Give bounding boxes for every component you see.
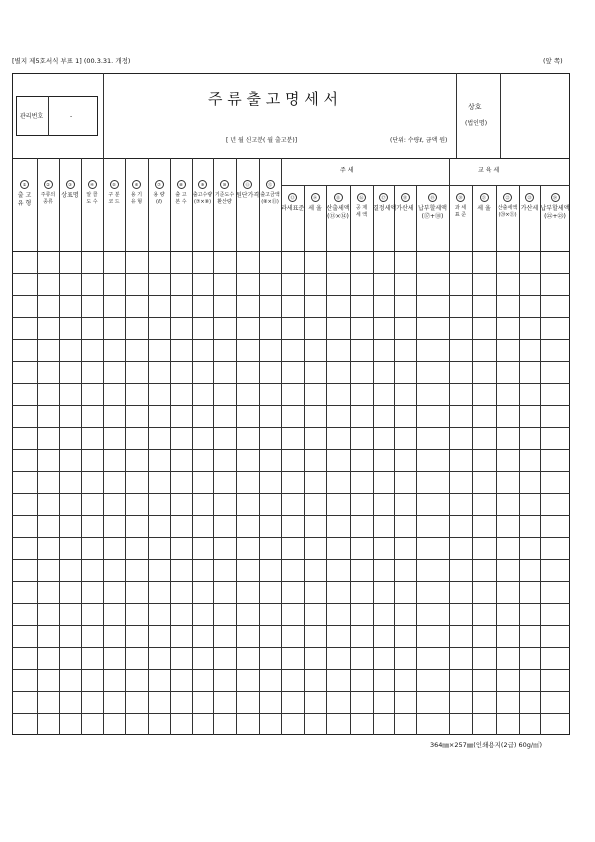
table-row-line [12,691,570,692]
column-header [213,180,236,206]
table-row-line [12,537,570,538]
column-header [350,193,373,219]
column-label: 용 기 유 형 [130,192,143,205]
column-number: ⑦ [155,180,164,189]
column-label: 납부할세액 (㉒+㉓) [540,205,570,220]
column-label: 가산세 [520,205,539,212]
column-divider [148,158,149,735]
column-divider [304,185,305,735]
column-label: 출고금액 (⑧×⑪) [260,192,280,205]
column-header [416,193,449,221]
column-number: ⑥ [132,180,141,189]
column-label: 결정세액 [373,205,397,212]
table-row-line [12,383,570,384]
column-header [81,180,103,206]
column-header [59,180,81,200]
table-row-line [12,515,570,516]
column-label: 가산세 [396,205,414,212]
column-label: 세 율 [477,205,491,212]
form-title: 주 류 출 고 명 세 서 [208,90,339,108]
mgmt-number-value: - [70,113,73,120]
column-label: 구 분 코 드 [108,192,120,205]
column-divider [540,185,541,735]
column-number: ㉒ [503,193,512,202]
page-side-label: (앞 쪽) [543,57,563,65]
table-row-line [12,339,570,340]
table-row-line [12,625,570,626]
column-header [236,180,259,200]
table-row-line [12,559,570,560]
column-header [373,193,397,213]
column-number: ⑨ [198,180,207,189]
table-row-line [12,317,570,318]
column-label: 산출세액 (⑬×⑭) [326,205,350,220]
table-row-line [12,405,570,406]
table-row-line [12,295,570,296]
column-divider [125,158,126,735]
column-label: 기준도수 환산량 [214,192,235,205]
column-divider [281,158,282,735]
column-header [12,180,37,208]
form-number-label: [별지 제5호서식 부표 1] (00.3.31. 개정) [12,57,131,65]
column-header [281,193,304,213]
column-header [326,193,350,221]
column-label: 상표명 [61,192,79,199]
column-divider [373,185,374,735]
column-divider [449,158,450,735]
table-row-line [12,669,570,670]
column-number: ⑫ [266,180,275,189]
column-divider [326,185,327,735]
company-label: 상호 [468,103,482,111]
column-number: ㉓ [525,193,534,202]
column-label: 출 고 본 수 [175,192,187,205]
column-number: ① [20,180,29,189]
header-bottom-line [12,158,570,159]
column-number: ② [44,180,53,189]
liquor-tax-group: 주 세 [340,167,354,174]
group-header-line [281,185,570,186]
column-number: ⑧ [177,180,186,189]
column-header-bottom [12,251,570,252]
column-header [103,180,125,206]
column-header [472,193,496,213]
column-header [170,180,192,206]
column-label: 용 량 (ℓ) [153,192,165,205]
table-row-line [12,647,570,648]
column-label: 공 제 세 액 [355,205,368,218]
title-left-divider [103,73,104,158]
column-header [192,180,213,206]
column-number: ⑮ [334,193,343,202]
column-divider [519,185,520,735]
table-row-line [12,361,570,362]
report-period: [ 년 월 신고분( 월 출고분)] [226,137,298,144]
column-label: 납부할세액 (⑰+⑱) [418,205,447,220]
table-row-line [12,713,570,714]
column-divider [259,158,260,735]
column-header [540,193,570,221]
column-number: ⑰ [379,193,388,202]
column-header [304,193,326,213]
table-row-line [12,581,570,582]
column-divider [59,158,60,735]
column-header [37,180,59,206]
column-label: 주류의 종류 [40,192,56,205]
column-header [125,180,148,206]
column-divider [236,158,237,735]
company-divider [500,73,501,158]
column-label: 과세표준 [281,205,305,212]
table-row-line [12,493,570,494]
unit-note: (단위: 수량ℓ, 금액 원) [390,137,448,144]
column-divider [496,185,497,735]
column-label: 산출세액 (⑳×㉑) [497,205,518,218]
column-label: 원단가격 [236,192,260,199]
column-label: 출고수량 (⑦×⑧) [192,192,213,205]
table-row-line [12,449,570,450]
column-number: ③ [66,180,75,189]
column-divider [192,158,193,735]
column-divider [37,158,38,735]
column-label: 과 세 표 준 [454,205,467,218]
title-right-divider [456,73,457,158]
paper-spec-note: 364㎜×257㎜(인쇄용지(2급) 60g/㎡) [430,741,543,749]
table-row-line [12,427,570,428]
column-number: ⑯ [357,193,366,202]
column-number: ⑱ [401,193,410,202]
column-divider [81,158,82,735]
column-label: 알 콜 도 수 [86,192,98,205]
column-header [394,193,416,213]
column-number: ⑳ [456,193,465,202]
column-header [259,180,281,206]
column-header [496,193,519,219]
column-number: ④ [88,180,97,189]
mgmt-number-label: 관리번호 [20,113,44,120]
company-sublabel: (법인명) [465,120,488,127]
column-number: ⑩ [220,180,229,189]
table-row-line [12,273,570,274]
column-label: 세 율 [308,205,322,212]
column-divider [472,185,473,735]
column-number: ⑤ [110,180,119,189]
column-number: ㉑ [480,193,489,202]
column-header [519,193,540,213]
column-header [148,180,170,206]
column-divider [416,185,417,735]
column-number: ㉔ [551,193,560,202]
column-divider [350,185,351,735]
education-tax-group: 교 육 세 [478,167,500,174]
table-row-line [12,471,570,472]
column-divider [103,158,104,735]
mgmt-inner-divider [48,96,49,136]
column-divider [170,158,171,735]
column-divider [394,185,395,735]
column-label: 출 고 유 형 [17,192,32,207]
column-number: ⑬ [288,193,297,202]
column-divider [213,158,214,735]
column-number: ⑪ [243,180,252,189]
table-row-line [12,603,570,604]
column-number: ⑲ [428,193,437,202]
column-header [449,193,472,219]
column-number: ⑭ [311,193,320,202]
